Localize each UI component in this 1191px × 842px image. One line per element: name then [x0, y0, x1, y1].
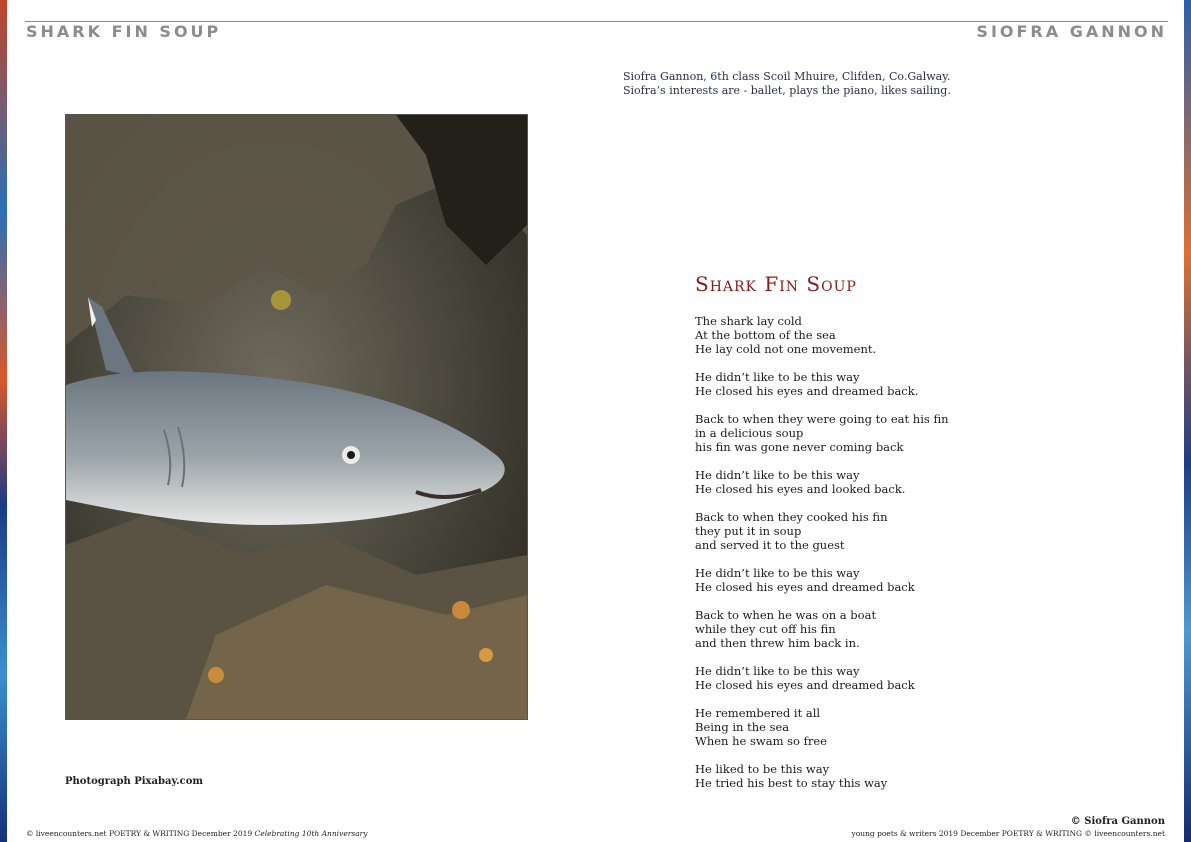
poem-line: He didn’t like to be this way [695, 566, 860, 580]
stanza [695, 468, 949, 496]
stanza [695, 706, 949, 748]
header-title: SHARK FIN SOUP [26, 22, 222, 41]
stanza [695, 370, 949, 398]
poem-line: He closed his eyes and dreamed back [695, 678, 915, 692]
left-page-edge [0, 0, 7, 842]
shark-illustration [66, 115, 527, 719]
poem-line: in a delicious soup [695, 426, 804, 440]
stanza [695, 608, 949, 650]
poem-line: He liked to be this way [695, 762, 830, 776]
footer-left-text: © liveencounters.net POETRY & WRITING December 2019 [26, 829, 255, 838]
right-page-edge [1184, 0, 1191, 842]
poem-line: while they cut off his fin [695, 622, 836, 636]
stanza [695, 664, 949, 692]
poem-line: Back to when they were going to eat his fin [695, 412, 949, 426]
header-author: SIOFRA GANNON [976, 22, 1167, 41]
poem-line: He closed his eyes and looked back. [695, 482, 906, 496]
photo-credit: Photograph Pixabay.com [65, 776, 203, 787]
bio-line: Siofra Gannon, 6th class Scoil Mhuire, Clifden, Co.Galway. [623, 70, 951, 83]
shark-photo [65, 114, 528, 720]
poem-line: At the bottom of the sea [695, 328, 836, 342]
poem-line: and served it to the guest [695, 538, 845, 552]
poem-line: Back to when he was on a boat [695, 608, 877, 622]
poem-line: they put it in soup [695, 524, 802, 538]
poem-line: Back to when they cooked his fin [695, 510, 888, 524]
poem-line: He didn’t like to be this way [695, 468, 860, 482]
stanza [695, 510, 949, 552]
poem-line: He didn’t like to be this way [695, 664, 860, 678]
poem-line: When he swam so free [695, 734, 827, 748]
poem-line: and then threw him back in. [695, 636, 860, 650]
poem-line: He closed his eyes and dreamed back [695, 580, 915, 594]
bio-line: Siofra’s interests are - ballet, plays the piano, likes sailing. [623, 84, 951, 97]
poem-line: Being in the sea [695, 720, 790, 734]
stanza [695, 314, 949, 356]
poem-line: He remembered it all [695, 706, 821, 720]
stanza [695, 762, 949, 790]
poem-line: He lay cold not one movement. [695, 342, 877, 356]
poem-line: He didn’t like to be this way [695, 370, 860, 384]
poem-line: The shark lay cold [695, 314, 802, 328]
copyright-notice: © Siofra Gannon [1070, 816, 1165, 827]
stanza [695, 412, 949, 454]
magazine-page [7, 0, 1184, 842]
poem-line: He closed his eyes and dreamed back. [695, 384, 919, 398]
poem-body [695, 314, 949, 804]
footer-left [26, 829, 367, 838]
poem-line: his fin was gone never coming back [695, 440, 904, 454]
stanza [695, 566, 949, 594]
footer-left-italic: Celebrating 10th Anniversary [254, 829, 368, 838]
poem-title: Shark Fin Soup [695, 272, 857, 296]
footer-right: young poets & writers 2019 December POETRY & WRITING © liveencounters.net [851, 829, 1165, 838]
author-bio [623, 70, 951, 98]
poem-line: He tried his best to stay this way [695, 776, 888, 790]
